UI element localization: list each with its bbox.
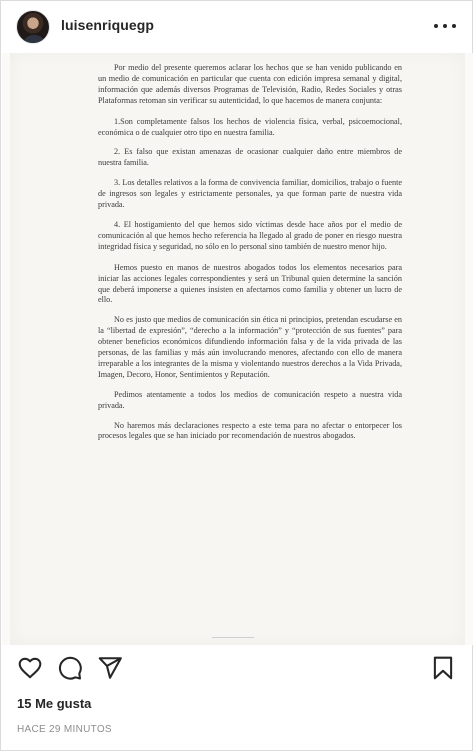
post-actions [1, 649, 472, 689]
heart-icon[interactable] [17, 655, 43, 681]
document-paragraph-2: 2. Es falso que existan amenazas de ocasionar cualquier daño entre miembros de nuestra familia. [98, 147, 402, 168]
post-photo[interactable] [2, 53, 473, 645]
bookmark-icon[interactable] [430, 655, 456, 681]
post-timestamp[interactable]: HACE 29 MINUTOS [17, 724, 112, 735]
username-link[interactable]: luisenriquegp [61, 17, 155, 33]
document-paragraph-ethics: No es justo que medios de comunicación sin ética ni principios, pretendan escudarse en la “libertad de expresión”, “derecho a la información” y “protección de sus fuentes” para obtener beneficios económicos difundiendo información falsa y de la vida privada de las personas, de las familias y más aún involucrando menores, afectando con ello de manera irreparable a los integrantes de la misma y violentando nuestros derechos a la Vida Privada, Imagen, Decoro, Honor, Sentimientos y Reputación. [98, 315, 402, 379]
dot-icon [434, 24, 438, 28]
statement-document [98, 63, 402, 451]
post-header [1, 1, 472, 53]
comment-icon[interactable] [57, 655, 83, 681]
dot-icon [452, 24, 456, 28]
document-paragraph-1: 1.Son completamente falsos los hechos de violencia física, verbal, psicoemocional, económica o de cualquier otro tipo en nuestra familia. [98, 116, 402, 137]
document-paragraph-intro: Por medio del presente queremos aclarar los hechos que se han venido publicando en un medio de comunicación en particular que cuenta con edición impresa semanal y digital, información que además diversos Programas de Televisión, Radio, Redes Sociales y otras Plataformas retoman sin verificar su autenticidad, lo que hacemos de manera conjunta: [98, 63, 402, 105]
document-paper [10, 53, 465, 645]
more-options-icon[interactable] [434, 15, 456, 37]
document-paragraph-request: Pedimos atentamente a todos los medios de comunicación respeto a nuestra vida privada. [98, 389, 402, 410]
profile-avatar[interactable] [16, 10, 50, 44]
share-icon[interactable] [97, 655, 123, 681]
document-paragraph-4: 4. El hostigamiento del que hemos sido víctimas desde hace años por el medio de comunicación al que hemos hecho referencia ha llegado al grado de poner en riesgo nuestra integridad física y seguridad, no sólo en lo personal sino también de nuestro menor hijo. [98, 219, 402, 251]
document-paragraph-closing: No haremos más declaraciones respecto a este tema para no afectar o entorpecer los procesos legales que se han iniciado por recomendación de nuestros abogados. [98, 420, 402, 441]
document-edge-mark [212, 637, 254, 638]
like-count[interactable]: 15 Me gusta [17, 696, 92, 711]
dot-icon [443, 24, 447, 28]
document-paragraph-3: 3. Los detalles relativos a la forma de convivencia familiar, domicilios, trabajo o fuente de ingresos son legales y estrictamente personales, ya que forman parte de nuestra vida privada. [98, 178, 402, 210]
avatar-image-detail [23, 35, 45, 44]
document-paragraph-lawyers: Hemos puesto en manos de nuestros abogados todos los elementos necesarios para iniciar las acciones legales correspondientes y será un Tribunal quien determine la sanción que deberá imponerse a quienes insisten en afectarnos como familia y obtener un lucro de ello. [98, 262, 402, 305]
